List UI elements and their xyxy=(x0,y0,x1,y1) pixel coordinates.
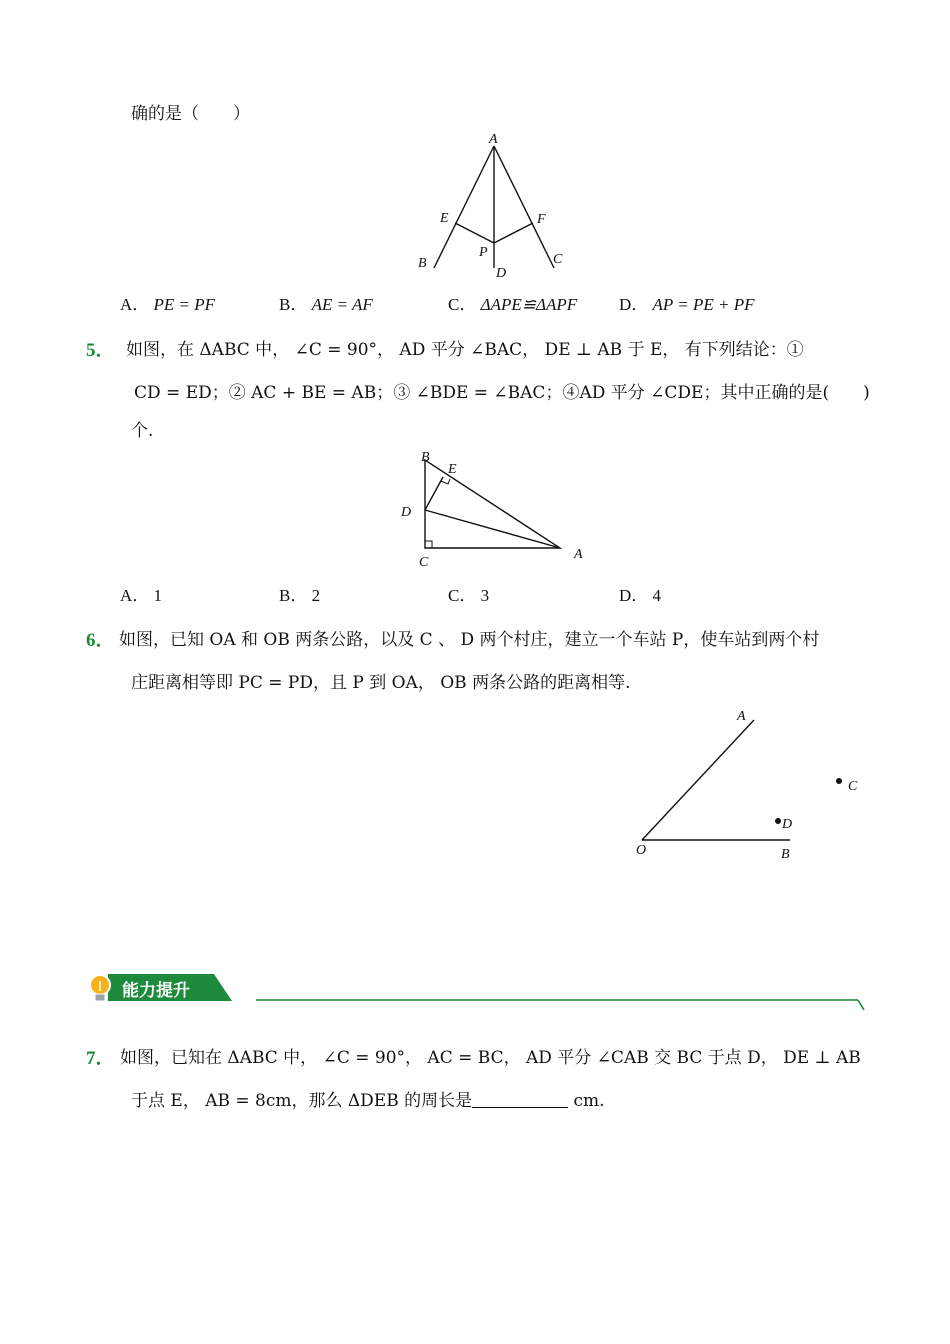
section-title: 能力提升 xyxy=(122,981,190,1001)
label-C: C xyxy=(553,252,563,267)
label-A: A xyxy=(737,709,746,724)
section-banner xyxy=(86,970,876,1014)
right-angle-mark-c xyxy=(425,541,432,548)
label-A: A xyxy=(489,132,498,147)
label-B: B xyxy=(421,450,430,465)
q6-figure xyxy=(630,700,870,870)
q4-option-b[interactable]: B． AE = AF xyxy=(279,295,373,314)
q5-number: 5． xyxy=(86,340,115,361)
q5-stem-line2: CD = ED；② AC + BE = AB；③ ∠BDE = ∠BAC；④AD 平分 ∠CDE；其中正确的是( ) xyxy=(134,383,870,403)
q7-stem-line1: 如图，已知在 ΔABC 中， ∠C = 90°， AC = BC， AD 平分 ∠CAB 交 BC 于点 D， DE ⊥ AB xyxy=(120,1048,861,1068)
lightbulb-icon xyxy=(90,975,110,1001)
q5-figure xyxy=(395,446,595,574)
answer-blank[interactable] xyxy=(472,1093,568,1108)
label-D: D xyxy=(782,817,793,832)
q4-option-d[interactable]: D． AP = PE + PF xyxy=(619,295,755,314)
q5-option-a[interactable]: A． 1 xyxy=(120,586,163,605)
label-D: D xyxy=(401,505,412,520)
segment-DE xyxy=(425,477,443,510)
label-B: B xyxy=(781,847,790,862)
segment-PE xyxy=(455,223,494,243)
label-O: O xyxy=(636,843,647,858)
label-D: D xyxy=(496,266,507,280)
triangle-ABC xyxy=(425,460,560,548)
segment-AD xyxy=(425,510,560,548)
label-A: A xyxy=(574,547,583,562)
label-C: C xyxy=(419,555,429,570)
label-F: F xyxy=(537,212,546,227)
point-d xyxy=(775,818,781,824)
q6-number: 6． xyxy=(86,630,115,651)
q5-stem-line3: 个. xyxy=(131,421,154,441)
label-E: E xyxy=(448,462,457,477)
q4-stem-tail: 确的是（ ） xyxy=(131,104,250,124)
segment-PF xyxy=(494,223,533,243)
label-E: E xyxy=(440,211,449,226)
q4-option-a[interactable]: A． PE = PF xyxy=(120,295,216,314)
q4-figure xyxy=(410,128,570,280)
label-P: P xyxy=(479,245,488,260)
right-angle-mark-e xyxy=(441,479,450,484)
q6-stem-line1: 如图，已知 OA 和 OB 两条公路，以及 C 、 D 两个村庄，建立一个车站 P，使车站到两个村 xyxy=(119,630,820,650)
ray-OA xyxy=(642,720,754,840)
q5-option-c[interactable]: C． 3 xyxy=(448,586,490,605)
q5-stem-line1: 如图，在 ΔABC 中， ∠C = 90°， AD 平分 ∠BAC， DE ⊥ AB 于 E， 有下列结论：① xyxy=(126,340,804,360)
q5-option-d[interactable]: D． 4 xyxy=(619,586,662,605)
q7-number: 7． xyxy=(86,1048,115,1069)
label-B: B xyxy=(418,256,427,271)
q6-stem-line2: 庄距离相等即 PC = PD，且 P 到 OA， OB 两条公路的距离相等. xyxy=(131,673,631,693)
point-c xyxy=(836,778,842,784)
label-C: C xyxy=(848,779,858,794)
line-AC xyxy=(494,146,554,268)
q4-option-c[interactable]: C． ΔAPE≌ΔAPF xyxy=(448,295,578,314)
q5-option-b[interactable]: B． 2 xyxy=(279,586,321,605)
q7-stem-line2: 于点 E， AB = 8cm，那么 ΔDEB 的周长是 cm. xyxy=(131,1091,605,1111)
